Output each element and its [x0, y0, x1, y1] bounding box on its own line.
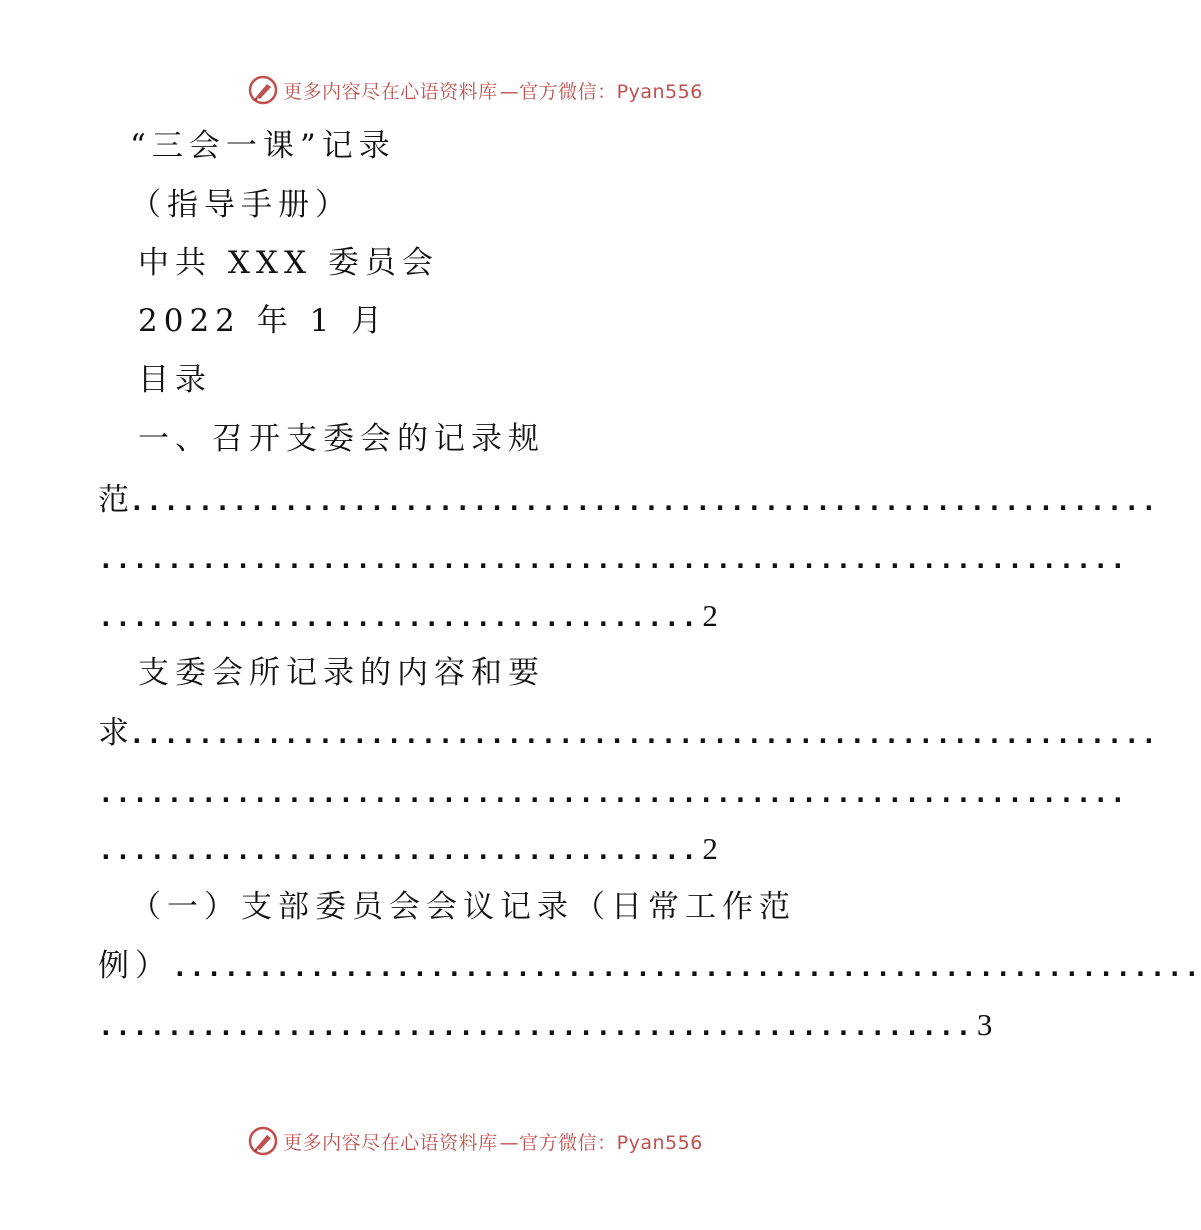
toc-entry-1-leader-2: ............................................................ — [98, 545, 1128, 575]
watermark-footer — [0, 1121, 950, 1161]
document-title: “三会一课”记录 — [130, 128, 396, 164]
toc-entry-3-title: （一）支部委员会会议记录（日常工作范 — [130, 889, 796, 925]
watermark-text: 更多内容尽在心语资料库 — [283, 80, 498, 103]
pen-logo-icon — [247, 1125, 279, 1157]
toc-entry-1-leader-1: 范............................................................ — [98, 482, 1159, 518]
toc-entry-3-leader-1: 例）............................................................ — [98, 948, 1201, 984]
toc-entry-1-leader-3: ................................... 2 — [98, 598, 718, 633]
organization-name: 中共 XXX 委员会 — [138, 245, 439, 281]
toc-entry-2-leader-3: ................................... 2 — [98, 831, 718, 866]
document-subtitle: （指导手册） — [130, 187, 352, 223]
pen-logo-icon — [247, 74, 279, 106]
toc-entry-3-title-end: 例） — [98, 948, 172, 984]
toc-heading: 目录 — [138, 362, 212, 398]
document-date: 2022 年 1 月 — [138, 303, 389, 339]
toc-entry-3-leader-2: ................................................... 3 — [98, 1007, 993, 1042]
toc-entry-3-page: 3 — [976, 1007, 993, 1042]
watermark-header — [0, 70, 950, 110]
toc-entry-2-title-end: 求 — [98, 715, 129, 751]
toc-entry-1-title: 一、召开支委会的记录规 — [138, 421, 545, 457]
watermark-text: 更多内容尽在心语资料库 — [283, 1131, 498, 1154]
watermark-contact: —官方微信：Pyan556 — [499, 1131, 703, 1154]
watermark-contact: —官方微信：Pyan556 — [499, 80, 703, 103]
toc-entry-1-page: 2 — [702, 598, 718, 633]
toc-entry-2-leader-2: ............................................................ — [98, 779, 1128, 809]
toc-entry-2-page: 2 — [702, 831, 718, 866]
toc-entry-2-leader-1: 求............................................................ — [98, 715, 1159, 751]
toc-entry-1-title-end: 范 — [98, 482, 129, 518]
toc-entry-2-title: 支委会所记录的内容和要 — [138, 655, 545, 691]
